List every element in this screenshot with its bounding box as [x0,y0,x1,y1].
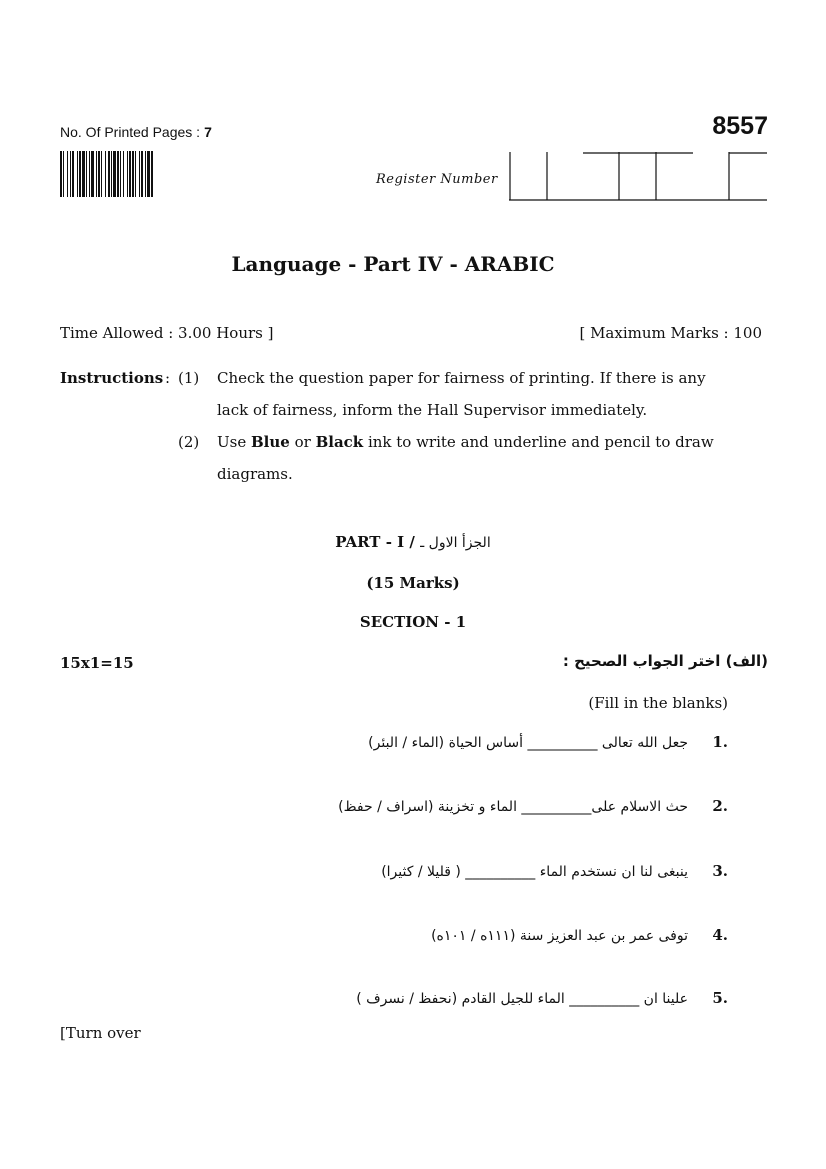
question-number: 1. [712,733,728,751]
question-number: 5. [712,989,728,1007]
printed-pages-value: 7 [204,124,212,140]
instruction-text: lack of fairness, inform the Hall Supervisor immediately. [217,401,648,419]
section-heading: SECTION - 1 [359,613,467,631]
instruction-text-part: ink to write and underline and pencil to draw [363,433,714,451]
turn-over-note: [Turn over [60,1024,141,1042]
register-number-boxes[interactable] [509,152,767,201]
part-heading [0,533,826,551]
part-marks: (15 Marks) [366,574,460,592]
register-number-label: Register Number [376,172,498,187]
instruction-number: (2) [178,433,200,451]
paper-title: Language - Part IV - ARABIC [231,252,555,276]
question-text: ينبغى لنا ان نستخدم الماء __________ ( قليلا / كثيرا) [381,864,688,880]
question-text: توفى عمر بن عبد العزيز سنة (١١١ه / ١٠١ه) [431,928,688,944]
question-item [431,926,728,944]
choose-answer-heading: (الف) اختر الجواب الصحيح : [562,652,768,670]
fill-blanks-label: (Fill in the blanks) [588,694,728,712]
question-text: حث الاسلام على__________ الماء و تخزينة (اسراف / حفظ) [338,799,688,815]
instructions-colon: : [165,369,171,387]
question-text: علينا ان __________ الماء للجيل القادم (نحفظ / نسرف ) [356,991,688,1007]
instructions-label: Instructions [60,369,164,387]
maximum-marks: [ Maximum Marks : 100 [579,324,762,342]
part-heading-ar: الجزأ الاول ـ [420,535,491,551]
question-number: 3. [712,862,728,880]
question-number: 4. [712,926,728,944]
time-allowed: Time Allowed : 3.00 Hours ] [60,324,274,342]
instruction-text [217,426,714,458]
question-number: 2. [712,797,728,815]
instruction-number: (1) [178,369,200,387]
instruction-text-part: or [289,433,316,451]
instruction-text-part: Use [217,433,251,451]
section-score: 15x1=15 [60,654,134,672]
barcode [60,151,226,197]
paper-code: 8557 [712,112,768,140]
printed-pages-count [60,124,212,140]
question-item [356,989,728,1007]
question-item [368,733,728,751]
printed-pages-label: No. Of Printed Pages : [60,124,201,140]
question-text: جعل الله تعالى __________ أساس الحياة (الماء / البئر) [368,735,688,751]
instruction-text: diagrams. [217,465,293,483]
ink-color-black: Black [315,433,364,451]
part-heading-en: PART - I / [335,533,415,551]
question-item [381,862,728,880]
instruction-text: Check the question paper for fairness of printing. If there is any [217,369,706,387]
ink-color-blue: Blue [250,433,290,451]
question-item [338,797,728,815]
